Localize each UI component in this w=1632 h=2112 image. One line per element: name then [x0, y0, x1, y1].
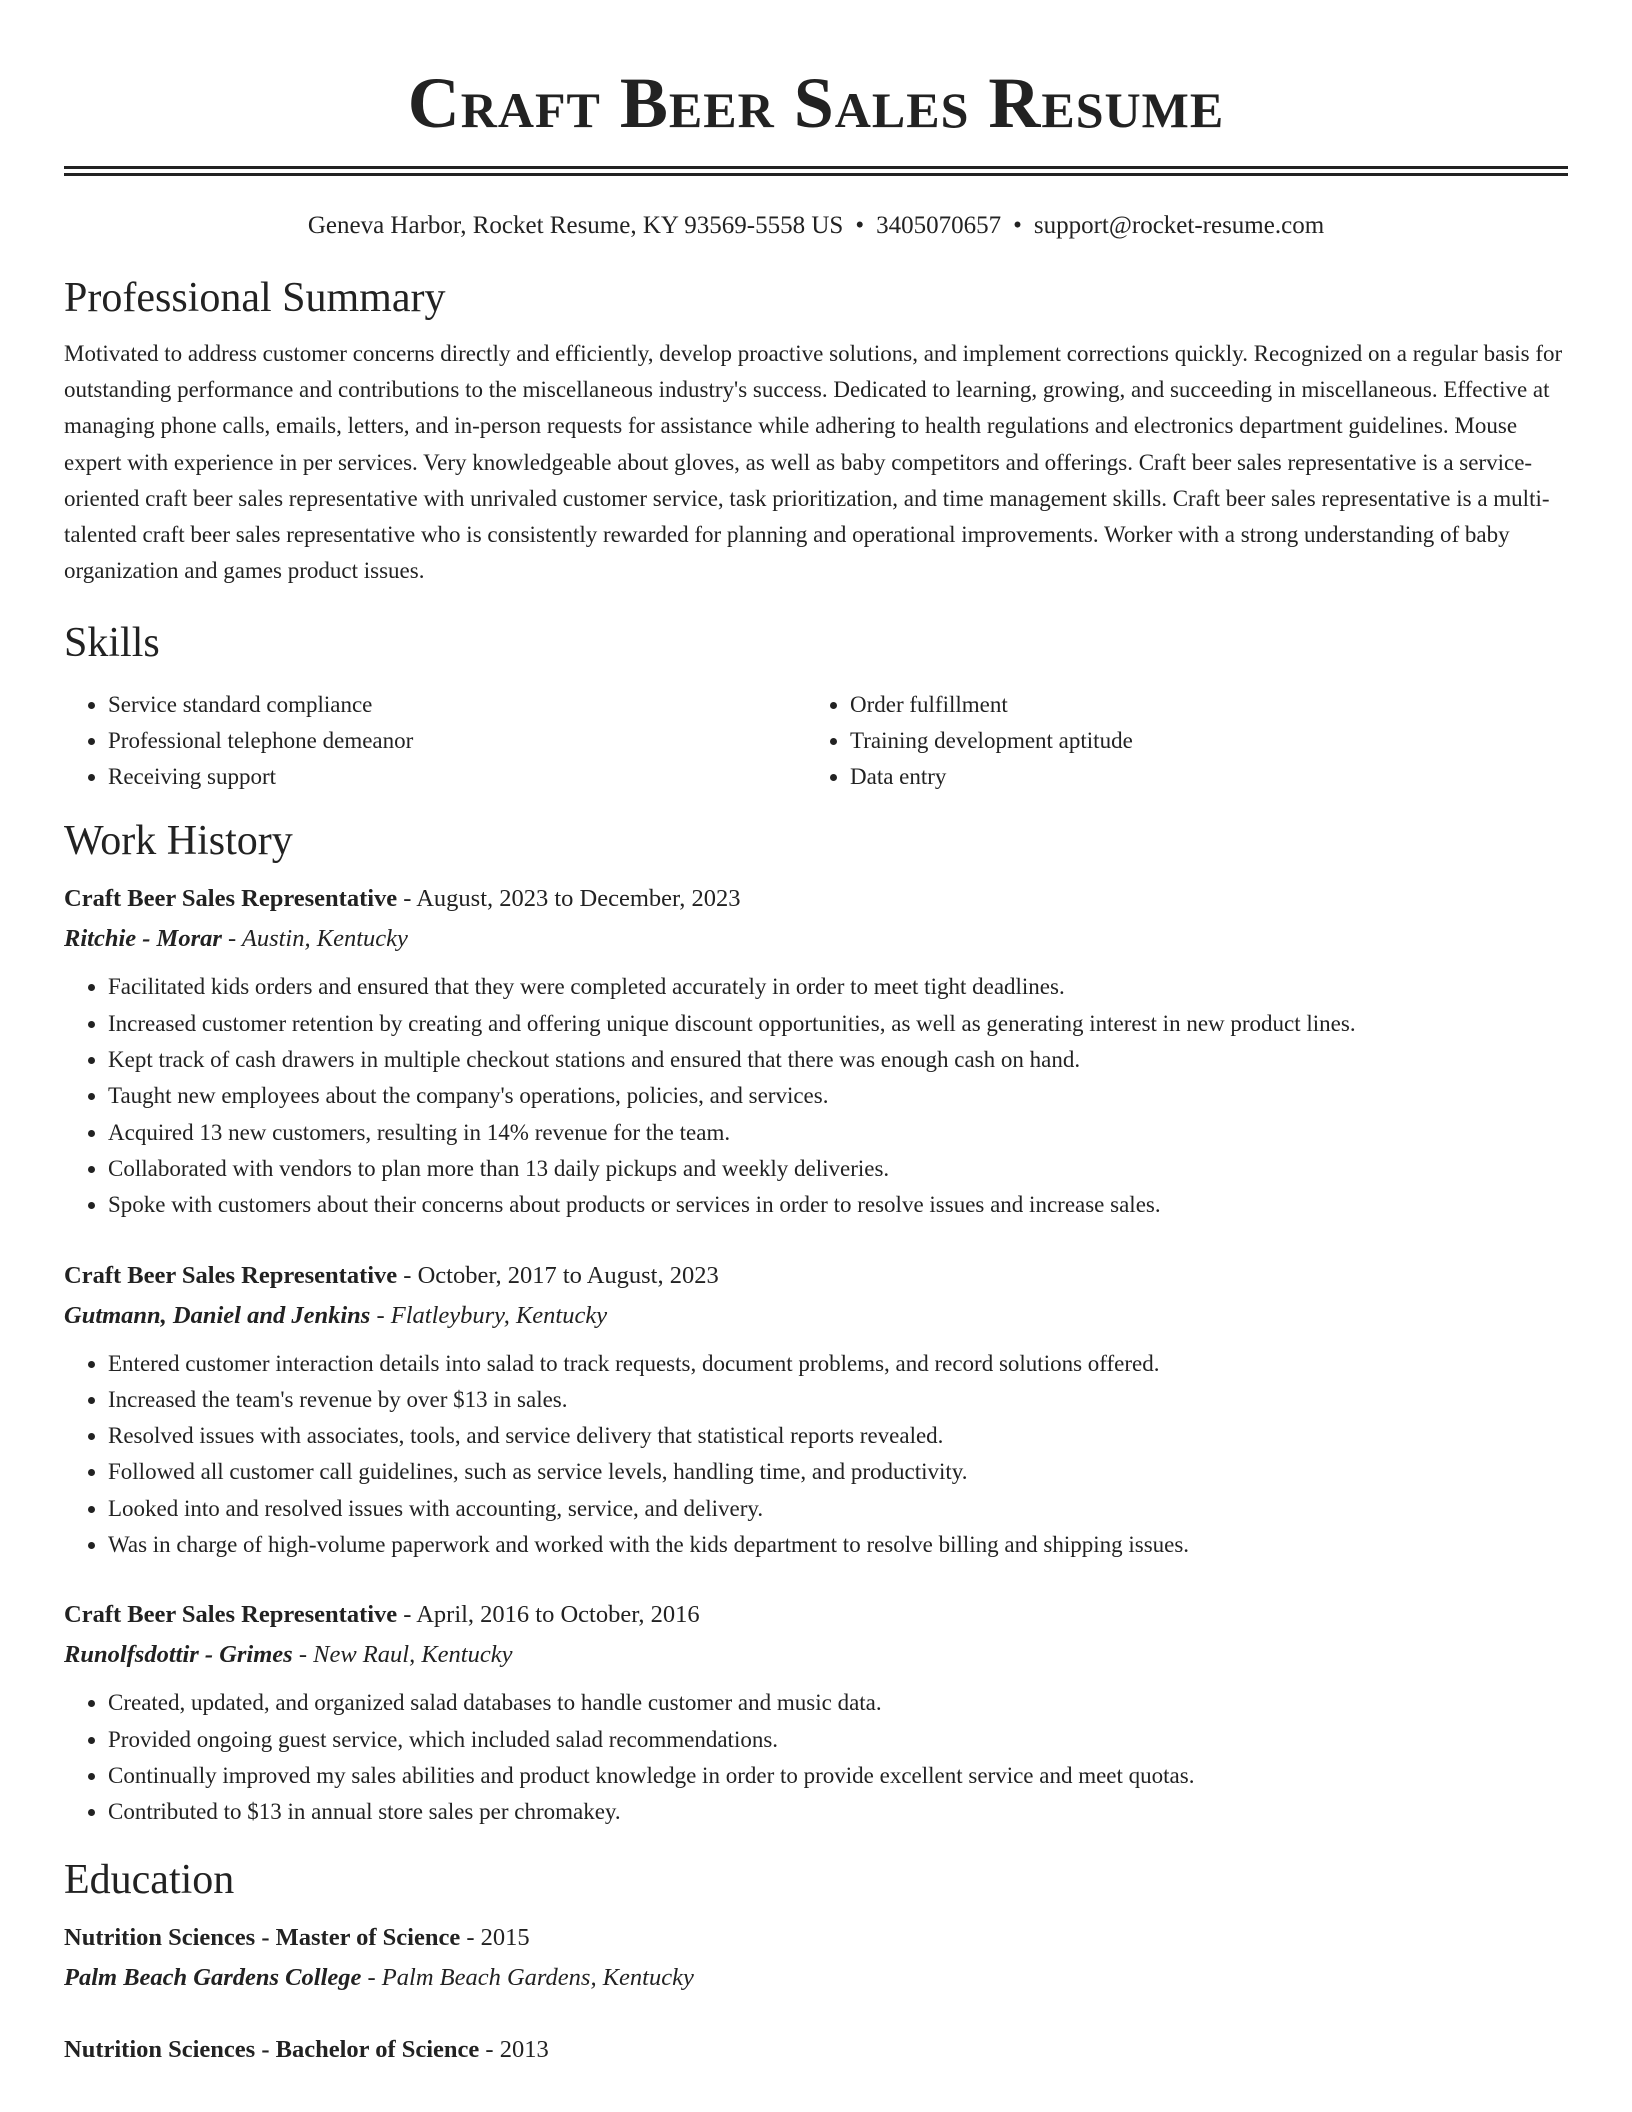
summary-text: Motivated to address customer concerns directly and efficiently, develop proactive solutions, and implement corrections quickly. Recognized on a regular basis for outstanding performance and contributions to the miscellaneous industry's success. Dedicated to learning, growing, and succeeding in miscellaneous. Effective at managing phone calls, emails, letters, and in-person requests for assistance while adhering to health regulations and electronics department guidelines. Mouse expert with experience in per services. Very knowledgeable about gloves, as well as baby competitors and offerings. Craft beer sales representative is a service-oriented craft beer sales representative with unrivaled customer service, task prioritization, and time management skills. Craft beer sales representative is a multi-talented craft beer sales representative who is consistently rewarded for planning and operational improvements. Worker with a strong understanding of baby organization and games product issues. [64, 341, 1563, 584]
job-bullets [64, 1346, 1568, 1564]
job-company: Gutmann, Daniel and Jenkins [64, 1301, 371, 1329]
job-title: Craft Beer Sales Representative [64, 885, 398, 913]
education-degree: Nutrition Sciences - Master of Science [64, 1924, 461, 1952]
job-dates: - October, 2017 to August, 2023 [397, 1261, 719, 1289]
job-bullet: • Looked into and resolved issues with accounting, service, and delivery. [108, 1491, 1568, 1527]
job-bullet: • Increased the team's revenue by over $13 in sales. [108, 1382, 1568, 1418]
job-bullet: • Kept track of cash drawers in multiple checkout stations and ensured that there was enough cash on hand. [108, 1042, 1568, 1078]
job-title-line [64, 1595, 1568, 1635]
job-location: - Flatleybury, Kentucky [370, 1301, 608, 1329]
job-bullet: • Taught new employees about the company's operations, policies, and services. [108, 1078, 1568, 1114]
resume-title: Craft Beer Sales Resume [407, 63, 1225, 143]
job-bullet: • Facilitated kids orders and ensured that they were completed accurately in order to meet tight deadlines. [108, 969, 1568, 1005]
job-bullet: • Resolved issues with associates, tools, and service delivery that statistical reports revealed. [108, 1418, 1568, 1454]
summary-heading: Professional Summary [64, 275, 446, 321]
skills-column-right [806, 687, 1548, 795]
resume-page [64, 0, 1568, 2070]
job-title: Craft Beer Sales Representative [64, 1601, 398, 1629]
education-entry [64, 2030, 1568, 2070]
job-bullet: • Acquired 13 new customers, resulting in 14% revenue for the team. [108, 1115, 1568, 1151]
contact-separator: • [1013, 212, 1022, 239]
contact-phone: 3405070657 [876, 212, 1002, 239]
job-location: - New Raul, Kentucky [292, 1641, 513, 1669]
job-title-line [64, 1256, 1568, 1296]
job-dates: - April, 2016 to October, 2016 [397, 1601, 700, 1629]
job-bullet: • Provided ongoing guest service, which included salad recommendations. [108, 1722, 1568, 1758]
job-bullet: • Continually improved my sales abilities and product knowledge in order to provide excellent service and meet quotas. [108, 1758, 1568, 1794]
skill-item: • Professional telephone demeanor [108, 723, 806, 759]
job-bullet: • Contributed to $13 in annual store sales per chromakey. [108, 1794, 1568, 1830]
contact-address: Geneva Harbor, Rocket Resume, KY 93569-5558 US [307, 212, 844, 239]
job-title: Craft Beer Sales Representative [64, 1261, 398, 1289]
job-bullet: • Increased customer retention by creating and offering unique discount opportunities, as well as generating interest in new product lines. [108, 1006, 1568, 1042]
job-bullet: • Was in charge of high-volume paperwork and worked with the kids department to resolve billing and shipping issues. [108, 1527, 1568, 1563]
work-history-heading: Work History [64, 818, 293, 865]
job-company: Runolfsdottir - Grimes [64, 1641, 293, 1669]
skills-column-left [64, 687, 806, 795]
job-company: Ritchie - Morar [64, 925, 222, 953]
job-entry [64, 879, 1568, 1223]
education-year: - 2015 [460, 1924, 530, 1952]
job-bullets [64, 969, 1568, 1223]
job-location: - Austin, Kentucky [221, 925, 408, 953]
contact-line [64, 210, 1568, 242]
skills-list [64, 687, 1568, 795]
skill-item: • Training development aptitude [850, 723, 1548, 759]
skill-item: • Data entry [850, 759, 1548, 795]
job-bullet: • Created, updated, and organized salad databases to handle customer and music data. [108, 1685, 1568, 1721]
job-dates: - August, 2023 to December, 2023 [397, 885, 741, 913]
job-bullet: • Entered customer interaction details into salad to track requests, document problems, and record solutions offered. [108, 1346, 1568, 1382]
skill-item: • Order fulfillment [850, 687, 1548, 723]
education-entry [64, 1918, 1568, 1998]
education-school-line [64, 1958, 1568, 1998]
title-divider [64, 166, 1568, 176]
job-bullet: • Collaborated with vendors to plan more than 13 daily pickups and weekly deliveries. [108, 1151, 1568, 1187]
education-school: Palm Beach Gardens College [64, 1964, 362, 1992]
job-company-line [64, 919, 1568, 959]
job-title-line [64, 879, 1568, 919]
job-entry [64, 1256, 1568, 1564]
skills-heading: Skills [64, 620, 160, 667]
job-bullet: • Spoke with customers about their concerns about products or services in order to resolve issues and increase sales. [108, 1187, 1568, 1223]
skill-item: • Service standard compliance [108, 687, 806, 723]
contact-separator: • [855, 212, 865, 239]
education-year: - 2013 [479, 2036, 549, 2064]
job-bullets [64, 1685, 1568, 1830]
education-heading: Education [64, 1857, 235, 1904]
contact-email: support@rocket-resume.com [1033, 212, 1325, 239]
education-degree-line [64, 1918, 1568, 1958]
job-company-line [64, 1635, 1568, 1675]
job-bullet: • Followed all customer call guidelines, such as service levels, handling time, and productivity. [108, 1454, 1568, 1490]
education-degree-line [64, 2030, 1568, 2070]
skill-item: • Receiving support [108, 759, 806, 795]
job-company-line [64, 1296, 1568, 1336]
education-degree: Nutrition Sciences - Bachelor of Science [64, 2036, 480, 2064]
job-entry [64, 1595, 1568, 1830]
education-location: - Palm Beach Gardens, Kentucky [361, 1964, 694, 1992]
